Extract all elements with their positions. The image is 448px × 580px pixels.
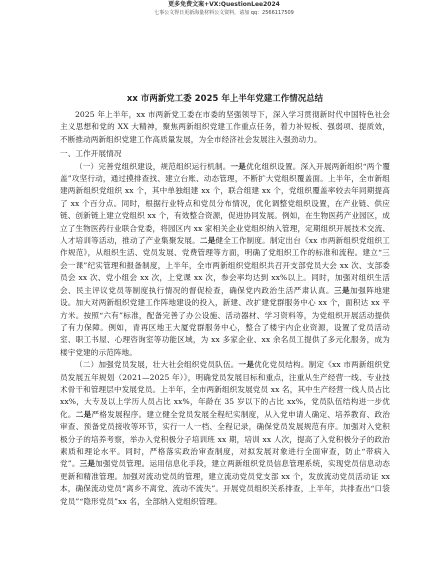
document-body bbox=[60, 92, 390, 508]
point-label: 三是 bbox=[79, 459, 96, 469]
point-label: 一是 bbox=[238, 360, 255, 370]
subsection-2-text: 严格发展程序。建立健全党员发展全程纪实制度，从入党申请人确定、培养教育、政治审查、预备党员接收等环节，实行一人一档、全程记录，确保党员发展规范有序。加强对入党积极分子的培养考察，举办入党积极分子培训班 xx 期，培训 xx 人次，提高了入党积极分子的政治素质和理论水平。同时，严格落实政治审查制度，对拟发展对象进行全面审查，防止“带病入党”。 bbox=[60, 409, 391, 469]
subsection-1-title: （一）完善党组织建设，规范组织运行机制。 bbox=[75, 161, 231, 171]
page-header bbox=[0, 0, 448, 22]
subsection-1-text: 加强阵地建设。加大对两新组织党建工作阵地建设的投入，新建、改扩建党群服务中心 xx 个，面积达 xx 平方米。按照“六有”标准，配备完善了办公设施、活动器材、学习资料等，为党组织开展活动提供了有力保障。例如，青再区地王大厦党群服务中心，整合了楼宇内企业资源，设置了党员活动室、职工书屋、心理咨询室等功能区域，为 xx 多家企业、xx 余名员工提供了多元化服务，成为楼宇党建的示范阵地。 bbox=[60, 285, 391, 357]
subsection-2-title: （二）加强党员发展，壮大社会组织党员队伍。 bbox=[75, 360, 239, 370]
subsection-2-text: 优化党员结构。制定《xx 市两新组织党员发展五年规划（2021—2025 年）》，明确党员发展目标和重点，注重从生产经营一线、专业技术骨干和管理层中发展党员。上半年，全市两新组织发展党员 xx 名，其中生产经营一线人员占比 xx%，大专及以上学历人员占比 xx%，年龄在 35 岁以下的占比 xx%，党员队伍结构进一步优化。 bbox=[60, 360, 390, 419]
header-watermark-line: 更多免费文案+VX:QuestionLee2024 bbox=[168, 1, 280, 8]
point-label: 三是 bbox=[333, 285, 351, 295]
section-heading-1: 一、工作开展情况 bbox=[60, 149, 122, 159]
document-title: xx 市两新党工委 2025 年上半年党建工作情况总结 bbox=[126, 93, 324, 103]
header-contact-line: 七事公文得日更新海量材料公文资料，请加 qq：2566117509 bbox=[154, 10, 294, 16]
intro-paragraph: 2025 年上半年，xx 市两新党工委在市委的坚强领导下，深入学习贯彻新时代中国特色社会主义思想和党的 XX 大精神，聚焦两新组织党建工作重点任务，着力补短板、强弱项、提质效，不断推动两新组织党建工作高质量发展，为全市经济社会发展注入强劲动力。 bbox=[60, 110, 390, 144]
point-label: 二是 bbox=[75, 409, 92, 419]
subsection-1-text: 健全工作制度。制定出台《xx 市两新组织党组织工作规范》，从组织生活、党员发展、党费管理等方面，明确了党组织工作的标准和流程。建立“三会一课”纪实管理和报备制度，上半年，全市两新组织党组织共召开支部党员大会 xx 次、支部委员会 xx 次、党小组会 xx 次，上党课 xx 次，参会率均达到 xx%以上。同时，加强对组织生活会、民主评议党员等制度执行情况的督促检查，确保党内政治生活严肃认真。 bbox=[60, 236, 390, 295]
subsection-2-paragraph bbox=[60, 359, 390, 508]
subsection-2-text: 加强党员管理。运用信息化手段，建立两新组织党员信息管理系统，实现党员信息动态更新和精准管理。加强对流动党员的管理，建立流动党员党支部 xx 个，发放流动党员活动证 xx 本，确保流动党员“离乡不离党、流动不流失”。开展党员组织关系排查，上半年，共排查出“口袋党员”“隐形党员”xx 名，全部纳入党组织管理。 bbox=[60, 459, 390, 506]
subsection-1-paragraph bbox=[60, 161, 390, 360]
subsection-1-text: 优化组织设置。深入开展两新组织“两个覆盖”攻坚行动，通过摸排查找、建立台账、动态管理，不断扩大党组织覆盖面。上半年，全市新组建两新组织党组织 xx 个，其中单独组建 xx 个，联合组建 xx 个，党组织覆盖率较去年同期提高了 xx 个百分点。同时，根据行业特点和党员分布情况，优化调整党组织设置，在产业链、供应链、创新链上建立党组织 xx 个，有效整合资源，促进协同发展。例如，在生物医药产业园区，成立了生物医药行业联合党委，将园区内 xx 家相关企业党组织纳入管理，定期组织开展技术交流、人才培训等活动，推动了产业集聚发展。 bbox=[60, 161, 391, 246]
point-label: 一是 bbox=[230, 161, 247, 171]
point-label: 二是 bbox=[199, 236, 216, 246]
